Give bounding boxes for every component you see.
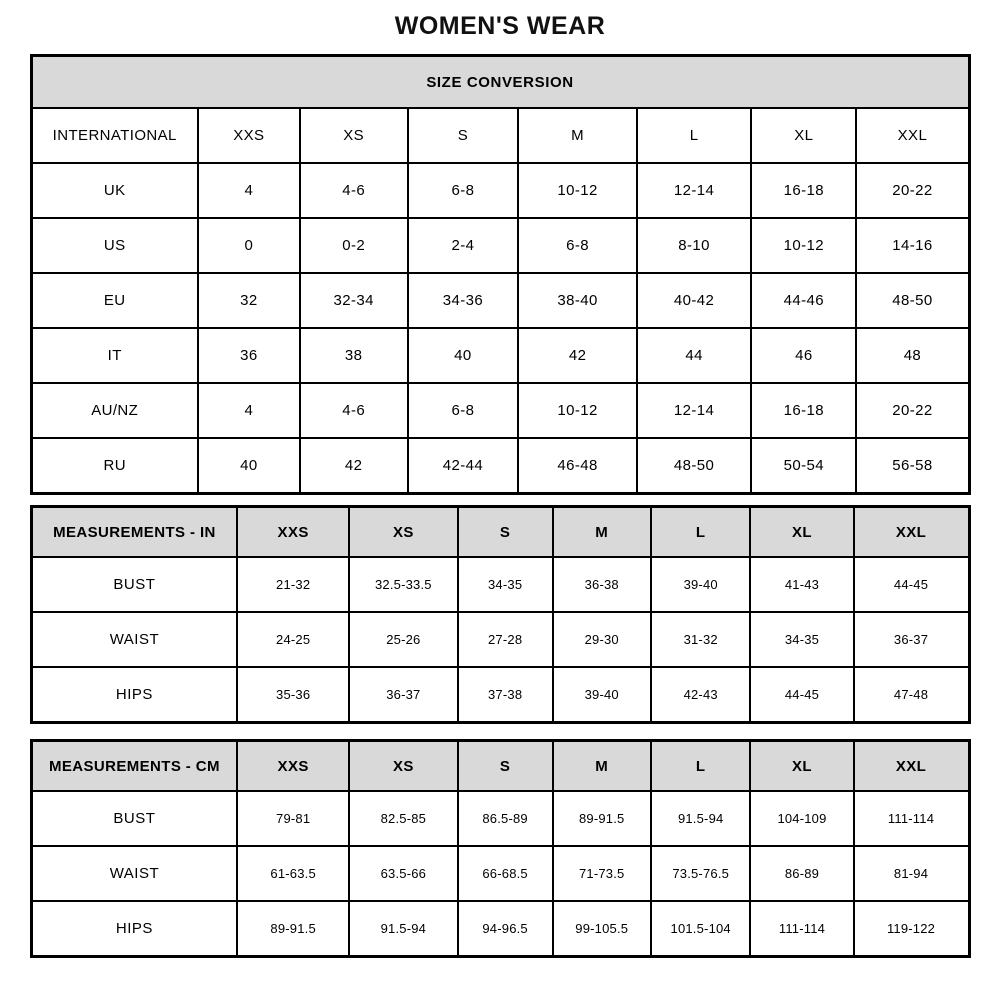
table-cell: 42 [518,328,637,383]
col-header-l: L [651,741,750,792]
table-cell: 2-4 [408,218,519,273]
table-cell: 10-12 [518,383,637,438]
table-cell: 21-32 [237,557,349,612]
table-cell: 38-40 [518,273,637,328]
table-cell: 25-26 [349,612,458,667]
col-header-international: INTERNATIONAL [31,108,198,163]
table-cell: 36-37 [854,612,969,667]
table-cell: 48-50 [856,273,969,328]
table-cell: 89-91.5 [553,791,651,846]
col-header-m: M [553,741,651,792]
col-header-s: S [408,108,519,163]
table-cell: 10-12 [751,218,856,273]
col-header-xxl: XXL [854,741,969,792]
row-label-us: US [31,218,198,273]
table-cell: 119-122 [854,901,969,957]
table-cell: 42-43 [651,667,750,723]
page-title: WOMEN'S WEAR [394,12,606,40]
measurements-cm-table [30,739,971,958]
table-cell: 6-8 [518,218,637,273]
row-label-ru: RU [31,438,198,494]
table-cell: 10-12 [518,163,637,218]
table-cell: 44-46 [751,273,856,328]
table-row-hips-cm [31,901,969,957]
col-header-xxl: XXL [856,108,969,163]
table-cell: 94-96.5 [458,901,553,957]
table-row-eu [31,273,969,328]
col-header-m: M [518,108,637,163]
table-cell: 61-63.5 [237,846,349,901]
table-row-it [31,328,969,383]
column-header-row [31,741,969,792]
size-conversion-table [30,54,971,495]
table-cell: 56-58 [856,438,969,494]
table-cell: 40 [198,438,300,494]
table-cell: 42-44 [408,438,519,494]
table-cell: 16-18 [751,383,856,438]
table-cell: 20-22 [856,163,969,218]
size-chart-page [30,0,971,958]
table-row-uk [31,163,969,218]
table-cell: 12-14 [637,163,751,218]
col-header-xs: XS [349,507,458,558]
size-conversion-title: SIZE CONVERSION [31,56,969,109]
table-cell: 40-42 [637,273,751,328]
table-cell: 27-28 [458,612,553,667]
column-header-row [31,507,969,558]
table-row-waist-in [31,612,969,667]
col-header-xl: XL [750,741,853,792]
table-cell: 32-34 [300,273,408,328]
table-cell: 81-94 [854,846,969,901]
col-header-s: S [458,741,553,792]
table-cell: 44 [637,328,751,383]
table-cell: 34-35 [750,612,853,667]
table-cell: 12-14 [637,383,751,438]
row-label-uk: UK [31,163,198,218]
table-cell: 4-6 [300,383,408,438]
table-cell: 16-18 [751,163,856,218]
table-cell: 104-109 [750,791,853,846]
table-row-bust-cm [31,791,969,846]
table-cell: 82.5-85 [349,791,458,846]
row-label-bust: BUST [31,791,237,846]
table-cell: 44-45 [750,667,853,723]
table-cell: 4 [198,383,300,438]
table-cell: 32.5-33.5 [349,557,458,612]
table-cell: 37-38 [458,667,553,723]
table-cell: 89-91.5 [237,901,349,957]
col-header-m: M [553,507,651,558]
row-label-waist: WAIST [31,846,237,901]
table-cell: 63.5-66 [349,846,458,901]
table-cell: 40 [408,328,519,383]
col-header-l: L [637,108,751,163]
col-header-measurements-cm: MEASUREMENTS - CM [31,741,237,792]
table-cell: 6-8 [408,163,519,218]
col-header-xl: XL [751,108,856,163]
table-cell: 111-114 [854,791,969,846]
table-cell: 91.5-94 [349,901,458,957]
col-header-xxs: XXS [237,507,349,558]
row-label-waist: WAIST [31,612,237,667]
table-cell: 34-36 [408,273,519,328]
table-cell: 73.5-76.5 [651,846,750,901]
table-cell: 32 [198,273,300,328]
row-label-bust: BUST [31,557,237,612]
table-cell: 39-40 [651,557,750,612]
table-cell: 34-35 [458,557,553,612]
table-cell: 41-43 [750,557,853,612]
table-row-hips-in [31,667,969,723]
col-header-s: S [458,507,553,558]
table-cell: 8-10 [637,218,751,273]
row-label-hips: HIPS [31,667,237,723]
table-cell: 0 [198,218,300,273]
table-cell: 86-89 [750,846,853,901]
row-label-it: IT [31,328,198,383]
col-header-xxl: XXL [854,507,969,558]
table-cell: 66-68.5 [458,846,553,901]
table-cell: 20-22 [856,383,969,438]
table-cell: 31-32 [651,612,750,667]
table-cell: 36-38 [553,557,651,612]
table-cell: 79-81 [237,791,349,846]
col-header-xxs: XXS [198,108,300,163]
table-cell: 6-8 [408,383,519,438]
row-label-hips: HIPS [31,901,237,957]
table-cell: 29-30 [553,612,651,667]
table-cell: 99-105.5 [553,901,651,957]
table-cell: 71-73.5 [553,846,651,901]
column-header-row [31,108,969,163]
table-cell: 86.5-89 [458,791,553,846]
table-cell: 35-36 [237,667,349,723]
table-cell: 101.5-104 [651,901,750,957]
row-label-eu: EU [31,273,198,328]
table-cell: 48-50 [637,438,751,494]
measurements-in-table [30,505,971,724]
table-cell: 0-2 [300,218,408,273]
table-cell: 91.5-94 [651,791,750,846]
table-cell: 4-6 [300,163,408,218]
row-label-aunz: AU/NZ [31,383,198,438]
table-cell: 44-45 [854,557,969,612]
table-cell: 111-114 [750,901,853,957]
col-header-l: L [651,507,750,558]
col-header-xs: XS [300,108,408,163]
table-row-ru [31,438,969,494]
table-cell: 38 [300,328,408,383]
table-cell: 46 [751,328,856,383]
col-header-xl: XL [750,507,853,558]
table-cell: 36 [198,328,300,383]
table-header-band [31,56,969,109]
table-row-aunz [31,383,969,438]
col-header-xxs: XXS [237,741,349,792]
table-cell: 47-48 [854,667,969,723]
table-cell: 14-16 [856,218,969,273]
table-cell: 46-48 [518,438,637,494]
table-row-bust-in [31,557,969,612]
col-header-xs: XS [349,741,458,792]
col-header-measurements-in: MEASUREMENTS - IN [31,507,237,558]
table-cell: 48 [856,328,969,383]
table-row-us [31,218,969,273]
table-row-waist-cm [31,846,969,901]
table-cell: 4 [198,163,300,218]
table-cell: 42 [300,438,408,494]
table-cell: 39-40 [553,667,651,723]
table-cell: 50-54 [751,438,856,494]
table-cell: 36-37 [349,667,458,723]
table-cell: 24-25 [237,612,349,667]
